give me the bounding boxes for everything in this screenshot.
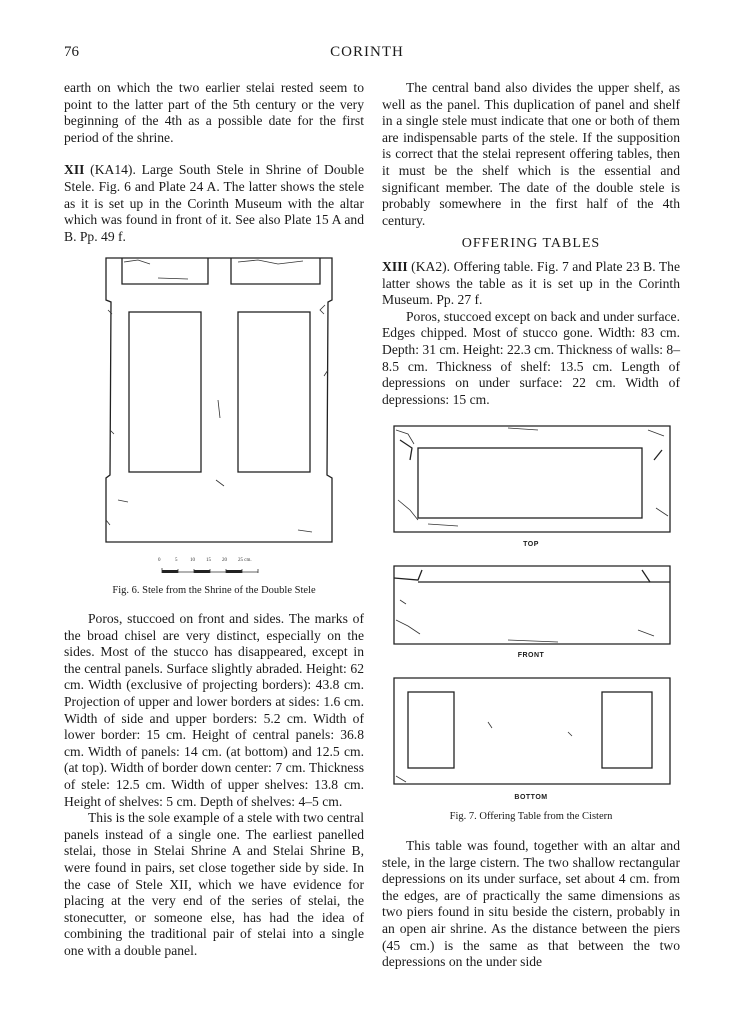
figure-7-front-view	[388, 560, 678, 650]
entry-xii-text: (KA14). Large South Stele in Shrine of Double Stele. Fig. 6 and Plate 24 A. The latter shows the stele as it is set up in the Corinth Museum with the altar which was found in front of it. See also Plate 15 A and B. Pp. 49 f.	[64, 162, 364, 244]
scale-label: 10	[190, 558, 195, 563]
running-title: CORINTH	[330, 44, 404, 60]
scale-label: 25 cm.	[238, 558, 252, 563]
figure-6-caption: Fig. 6. Stele from the Shrine of the Double Stele	[112, 585, 316, 596]
description-paragraph: Poros, stuccoed on front and sides. The marks of the broad chisel are very distinct, especially on the sides. Most of the stucco has disappeared, except in the central panels. Surface slightly abraded. Height: 62 cm. Width (exclusive of projecting borders): 43.8 cm. Projection of upper and lower borders at sides: 1.6 cm. Width of side and upper borders: 5.2 cm. Width of lower border: 15 cm. Height of central panels: 36.8 cm. Width of panels: 14 cm. (at bottom) and 12.5 cm. (at top). Width of border down center: 7 cm. Thickness of stele: 12.5 cm. Width of upper shelves: 13.8 cm. Height of shelves: 5 cm. Depth of shelves: 4–5 cm.	[64, 611, 364, 809]
left-column-top	[64, 80, 364, 245]
figure-7-top-view	[388, 420, 678, 538]
central-band-paragraph: The central band also divides the upper shelf, as well as the panel. This duplication of panel and shelf in a single stele must indicate that one or both of them are indispensable parts of the stele. If the supposition is correct that the stelai represent offering tables, then it must be the shelf which is the essential and significant member. The date of the double stele is probably somewhere in the first half of the 4th century.	[382, 80, 680, 228]
entry-xii-number: XII	[64, 162, 85, 178]
intro-paragraph: earth on which the two earlier stelai rested seem to point to the latter part of the 5th century or the very beginning of the 4th as a possible date for the first period of the shrine.	[64, 80, 364, 145]
figure-7-front-label: FRONT	[517, 652, 545, 659]
scale-label: 20	[222, 558, 227, 563]
entry-xiii	[382, 259, 680, 309]
right-column-bottom	[382, 838, 680, 971]
figure-7-bottom-label: BOTTOM	[514, 794, 548, 801]
scale-label: 5	[175, 558, 178, 563]
entry-xiii-text: (KA2). Offering table. Fig. 7 and Plate 23 B. The latter shows the table as it is set up in the Corinth Museum. Pp. 27 f.	[382, 259, 680, 308]
table-description: Poros, stuccoed except on back and under surface. Edges chipped. Most of stucco gone. Width: 83 cm. Depth: 31 cm. Height: 22.3 cm. Thickness of walls: 8–8.5 cm. Thickness of shelf: 13.5 cm. Length of depressions on under surface: 22 cm. Width of depressions: 15 cm.	[382, 308, 681, 407]
page-number: 76	[64, 44, 79, 60]
figure-7-caption: Fig. 7. Offering Table from the Cistern	[449, 811, 613, 822]
figure-7-bottom-view	[388, 672, 678, 790]
figure-6-scale-bar	[160, 562, 280, 576]
scale-label: 0	[158, 558, 161, 563]
right-column-top	[382, 80, 680, 229]
right-column-entry	[382, 259, 680, 408]
figure-7-top-label: TOP	[523, 541, 539, 548]
section-heading: OFFERING TABLES	[461, 236, 601, 251]
scale-label: 15	[206, 558, 211, 563]
cistern-paragraph: This table was found, together with an altar and stele, in the large cistern. The two shallow rectangular depressions on its under surface, set about 4 cm. from the edges, are of practically the same dimensions as two piers found in situ beside the cistern, probably in an open air shrine. As the distance between the piers (45 cm.) is the same as that between the two depressions on the under side	[382, 838, 680, 970]
entry-xiii-number: XIII	[382, 259, 408, 274]
left-column-bottom	[64, 611, 364, 959]
entry-xii	[64, 162, 364, 245]
discussion-paragraph: This is the sole example of a stele with two central panels instead of a single one. The earliest panelled stelai, those in Stelai Shrine A and Stelai Shrine B, were found in pairs, set close together side by side. In the case of Stele XII, which we have evidence for placing at the very end of the series of stelai, the stonecutter, or someone else, has had the idea of combining the traditional pair of stelai into a single one with a double panel.	[64, 810, 364, 958]
figure-6-stele-drawing	[98, 250, 348, 550]
